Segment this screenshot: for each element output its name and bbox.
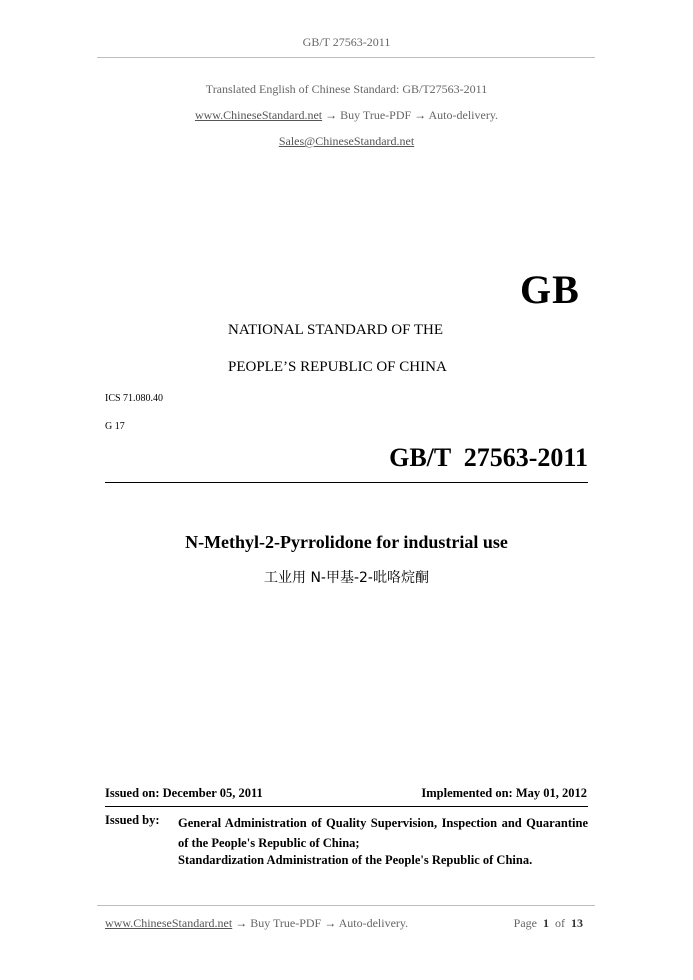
ics-code: ICS 71.080.40 — [105, 393, 164, 404]
classification-code: G 17 — [105, 421, 125, 432]
dates-divider — [105, 806, 588, 807]
issuer-2: Standardization Administration of the People's Republic of China. — [178, 853, 533, 867]
standard-number-divider — [105, 482, 588, 483]
page-label: Page — [513, 916, 537, 930]
sales-line — [0, 134, 693, 149]
promo-line — [0, 108, 693, 123]
site-link[interactable]: www.ChineseStandard.net — [194, 108, 323, 122]
page-indicator — [514, 916, 583, 931]
sales-email-link[interactable]: Sales@ChineseStandard.net — [278, 134, 415, 148]
header-divider — [97, 57, 595, 58]
running-header: GB/T 27563-2011 — [302, 35, 391, 49]
title-chinese: 工业用 N-甲基-2-吡咯烷酮 — [264, 570, 429, 586]
buy-true-pdf-text: Buy True-PDF — [340, 108, 412, 122]
issued-by-label: Issued by: — [105, 813, 160, 827]
issued-on-date: Issued on: December 05, 2011 — [105, 786, 263, 800]
title-english: N-Methyl-2-Pyrrolidone for industrial use — [185, 532, 508, 552]
national-standard-line-1: NATIONAL STANDARD OF THE — [228, 322, 444, 338]
footer-buy-text: Buy True-PDF — [250, 916, 322, 930]
gb-logo: GB — [520, 267, 580, 312]
page-total: 13 — [571, 916, 583, 930]
auto-delivery-text: Auto-delivery. — [428, 108, 499, 122]
footer-site-link[interactable]: www.ChineseStandard.net — [105, 916, 233, 930]
footer-promo — [105, 916, 408, 931]
national-standard-line-2: PEOPLE’S REPUBLIC OF CHINA — [228, 359, 447, 375]
page-number: 1 — [543, 916, 549, 930]
issuer-1: General Administration of Quality Supervision, Inspection and Quarantine of the People's Republic of China; — [178, 816, 588, 850]
implemented-on-date: Implemented on: May 01, 2012 — [421, 786, 587, 800]
translated-notice: Translated English of Chinese Standard: GB/T27563-2011 — [205, 82, 488, 96]
arrow-right-icon: → — [414, 108, 427, 122]
footer-divider — [97, 905, 595, 906]
standard-number: GB/T 27563-2011 — [389, 443, 588, 472]
arrow-right-icon: → — [235, 916, 248, 930]
arrow-right-icon: → — [324, 916, 337, 930]
footer-delivery-text: Auto-delivery. — [338, 916, 409, 930]
of-label: of — [555, 916, 565, 930]
arrow-right-icon: → — [325, 108, 338, 122]
